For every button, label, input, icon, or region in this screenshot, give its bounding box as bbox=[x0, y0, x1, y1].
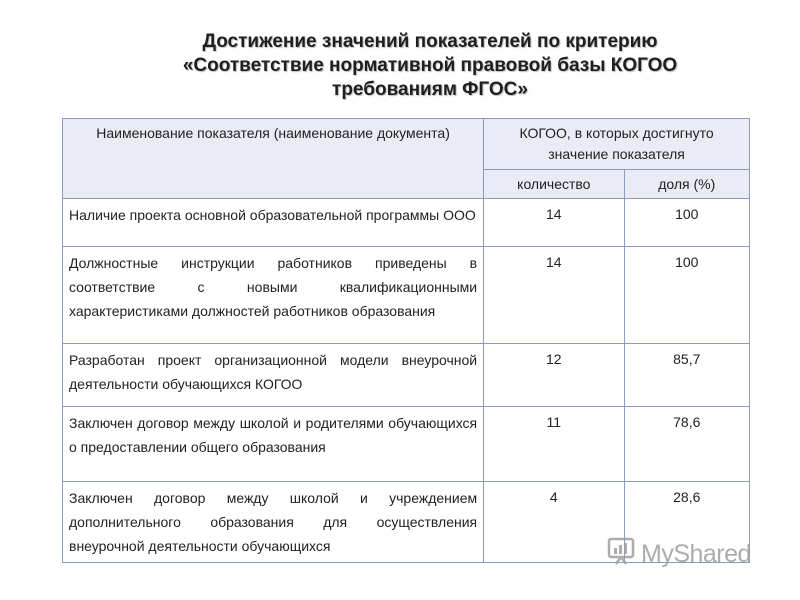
row-count: 11 bbox=[484, 407, 624, 482]
header-indicator-name: Наименование показателя (наименование документа) bbox=[63, 119, 484, 199]
row-share: 100 bbox=[624, 247, 750, 344]
table-row bbox=[63, 199, 750, 247]
table-row bbox=[63, 344, 750, 407]
row-count: 4 bbox=[484, 482, 624, 563]
header-count: количество bbox=[484, 170, 624, 199]
row-indicator-name: Заключен договор между школой и родителями обучающихся о предоставлении общего образования bbox=[63, 407, 484, 482]
row-indicator-name: Разработан проект организационной модели внеурочной деятельности обучающихся КОГОО bbox=[63, 344, 484, 407]
myshared-watermark bbox=[606, 536, 751, 573]
indicators-table bbox=[62, 118, 750, 563]
row-indicator-name: Наличие проекта основной образовательной программы ООО bbox=[63, 199, 484, 247]
myshared-wordmark: MyShared bbox=[641, 540, 751, 568]
myshared-logo-icon bbox=[606, 536, 641, 573]
row-share: 28,6 bbox=[624, 482, 750, 563]
row-count: 14 bbox=[484, 199, 624, 247]
row-share: 78,6 bbox=[624, 407, 750, 482]
row-share: 85,7 bbox=[624, 344, 750, 407]
header-achieved-group: КОГОО, в которых достигнуто значение показателя bbox=[484, 119, 750, 170]
row-share: 100 bbox=[624, 199, 750, 247]
table-header-row bbox=[63, 119, 750, 170]
row-indicator-name: Должностные инструкции работников приведены в соответствие с новыми квалификационными характеристиками должностей работников образования bbox=[63, 247, 484, 344]
table-row bbox=[63, 407, 750, 482]
table-row bbox=[63, 247, 750, 344]
slide-title-line-2: «Соответствие нормативной правовой базы КОГОО bbox=[182, 55, 678, 76]
row-count: 12 bbox=[484, 344, 624, 407]
slide-title-line-3: требованиям ФГОС» bbox=[332, 79, 528, 100]
header-share: доля (%) bbox=[624, 170, 750, 199]
slide-title-line-1: Достижение значений показателей по критерию bbox=[202, 31, 658, 52]
slide-title bbox=[150, 30, 710, 102]
row-indicator-name: Заключен договор между школой и учреждением дополнительного образования для осуществления внеурочной деятельности обучающихся bbox=[63, 482, 484, 563]
row-count: 14 bbox=[484, 247, 624, 344]
